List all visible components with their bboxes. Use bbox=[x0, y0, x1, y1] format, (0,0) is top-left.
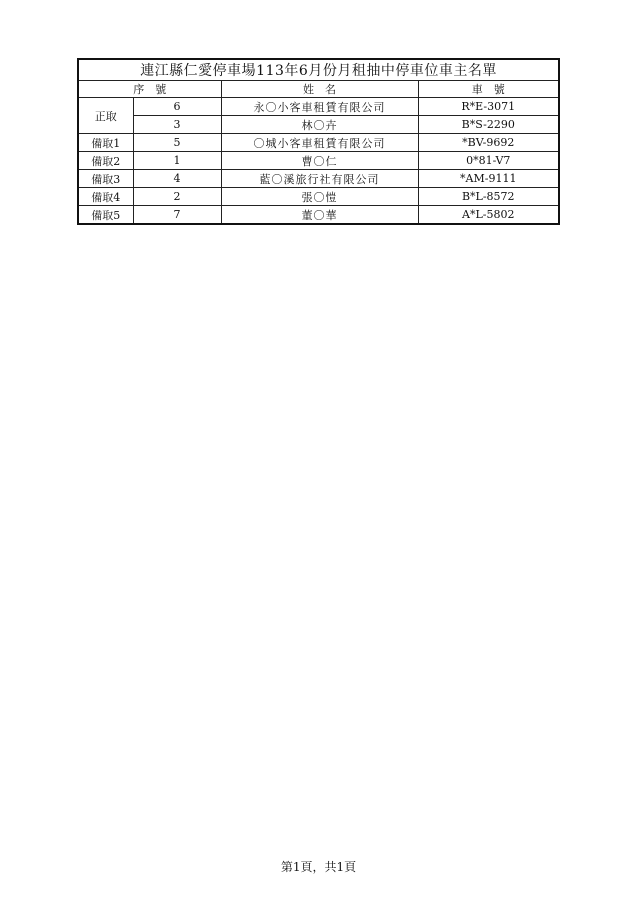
owner-name: 董〇華 bbox=[221, 206, 418, 225]
owner-name: 張〇愷 bbox=[221, 188, 418, 206]
page-footer: 第1頁，共1頁 bbox=[280, 860, 357, 874]
plate-number: B*L-8572 bbox=[418, 188, 559, 206]
draw-number: 1 bbox=[133, 152, 221, 170]
header-seq: 序 號 bbox=[78, 81, 221, 98]
owner-name: 林〇卉 bbox=[221, 116, 418, 134]
group-label-main: 正取 bbox=[78, 98, 133, 134]
draw-number: 5 bbox=[133, 134, 221, 152]
table-row bbox=[78, 116, 559, 134]
plate-number: *AM-9111 bbox=[418, 170, 559, 188]
header-name: 姓 名 bbox=[221, 81, 418, 98]
table-row bbox=[78, 170, 559, 188]
table-row bbox=[78, 152, 559, 170]
draw-number: 7 bbox=[133, 206, 221, 225]
group-label-alt5: 備取5 bbox=[78, 206, 133, 225]
table-row bbox=[78, 98, 559, 116]
table-title: 連江縣仁愛停車場113年6月份月租抽中停車位車主名單 bbox=[78, 59, 559, 81]
group-label-alt2: 備取2 bbox=[78, 152, 133, 170]
plate-number: A*L-5802 bbox=[418, 206, 559, 225]
draw-number: 3 bbox=[133, 116, 221, 134]
draw-number: 4 bbox=[133, 170, 221, 188]
table-row bbox=[78, 134, 559, 152]
draw-number: 6 bbox=[133, 98, 221, 116]
plate-number: 0*81-V7 bbox=[418, 152, 559, 170]
owner-name: 藍〇溪旅行社有限公司 bbox=[221, 170, 418, 188]
plate-number: *BV-9692 bbox=[418, 134, 559, 152]
owner-name: 〇城小客車租賃有限公司 bbox=[221, 134, 418, 152]
plate-number: B*S-2290 bbox=[418, 116, 559, 134]
table-row bbox=[78, 188, 559, 206]
group-label-alt3: 備取3 bbox=[78, 170, 133, 188]
header-plate: 車 號 bbox=[418, 81, 559, 98]
group-label-alt1: 備取1 bbox=[78, 134, 133, 152]
draw-number: 2 bbox=[133, 188, 221, 206]
winners-table bbox=[77, 58, 560, 225]
owner-name: 曹〇仁 bbox=[221, 152, 418, 170]
table-row bbox=[78, 206, 559, 225]
owner-name: 永〇小客車租賃有限公司 bbox=[221, 98, 418, 116]
group-label-alt4: 備取4 bbox=[78, 188, 133, 206]
plate-number: R*E-3071 bbox=[418, 98, 559, 116]
